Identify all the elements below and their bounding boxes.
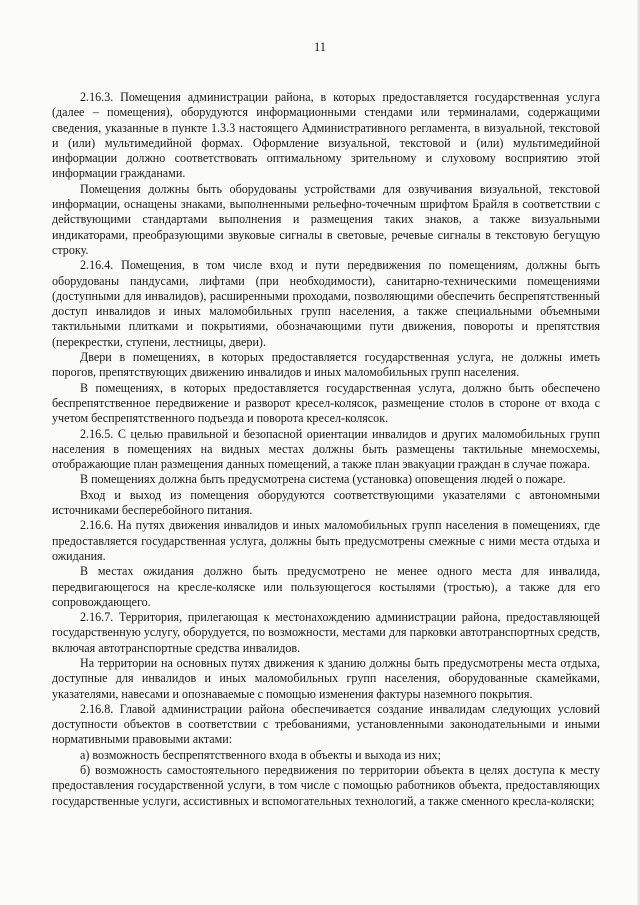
paragraph-2-16-7: 2.16.7. Территория, прилегающая к местонахождению администрации района, предоставляющей государственную услугу, оборудуется, по возможности, местами для парковки автотранспортных средств, включая автотранспортные средства инвалидов. [52, 610, 600, 655]
paragraph-wheelchair-movement: В помещениях, в которых предоставляется государственная услуга, должно быть обеспечено беспрепятственное передвижение и разворот кресел-колясок, размещение столов в стороне от входа с учетом беспрепятственного подъезда и поворота кресел-колясок. [52, 380, 600, 426]
paragraph-braille-equipment: Помещения должны быть оборудованы устройствами для озвучивания визуальной, текстовой информации, оснащены знаками, выполненными рельефно-точечным шрифтом Брайля в соответствии с действующими стандартами выполнения и размещения таких знаков, а также визуальными индикаторами, преобразующими звуковые сигналы в световые, речевые сигналы в текстовую бегущую строку. [52, 181, 600, 257]
paragraph-2-16-3: 2.16.3. Помещения администрации района, в которых предоставляется государственная услуга (далее – помещения), оборудуются информационными стендами или терминалами, содержащими сведения, указанные в пункте 1.3.3 настоящего Административного регламента, в визуальной, текстовой и (или) мультимедийной формах. Оформление визуальной, текстовой и (или) мультимедийной информации должно соответствовать оптимальному зрительному и слуховому восприятию этой информации гражданами. [52, 90, 600, 181]
paragraph-2-16-6: 2.16.6. На путях движения инвалидов и иных маломобильных групп населения в помещениях, где предоставляется государственная услуга, должны быть предусмотрены смежные с ними места отдыха и ожидания. [52, 518, 600, 563]
paragraph-2-16-5: 2.16.5. С целью правильной и безопасной ориентации инвалидов и других маломобильных групп населения в помещениях на видных местах должны быть размещены тактильные мнемосхемы, отображающие план размещения данных помещений, а также план эвакуации граждан в случае пожара. [52, 426, 600, 472]
paragraph-fire-alarm: В помещениях должна быть предусмотрена система (установка) оповещения людей о пожаре. [80, 472, 566, 487]
page-number: 11 [313, 40, 327, 54]
paragraph-2-16-4: 2.16.4. Помещения, в том числе вход и пути передвижения по помещениям, должны быть оборудованы пандусами, лифтами (при необходимости), санитарно-техническими помещениями (доступными для инвалидов), расширенными проходами, позволяющими обеспечить беспрепятственный доступ инвалидов и иных маломобильных групп населения, а также специальными объемными тактильными плитками и покрытиями, обозначающими пути движения, повороты и препятствия (перекрестки, ступени, лестницы, двери). [52, 258, 600, 349]
paragraph-entrance-exit: Вход и выход из помещения оборудуются соответствующими указателями с автономными источниками бесперебойного питания. [52, 487, 600, 518]
document-body [52, 90, 600, 809]
paragraph-waiting-places: В местах ожидания должно быть предусмотрено не менее одного места для инвалида, передвигающегося на кресле-коляске или пользующегося костылями (тростью), а также для его сопровождающего. [52, 564, 600, 609]
paragraph-2-16-8: 2.16.8. Главой администрации района обеспечивается создание инвалидам следующих условий доступности объектов в соответствии с требованиями, установленными законодательными и иными нормативными правовыми актами: [52, 701, 600, 747]
paragraph-rest-places: На территории на основных путях движения к зданию должны быть предусмотрены места отдыха, доступные для инвалидов и иных маломобильных групп населения, оборудованные скамейками, указателями, навесами и опознаваемые с помощью изменения фактуры наземного покрытия. [52, 655, 600, 701]
list-item-a: а) возможность беспрепятственного входа в объекты и выхода из них; [80, 747, 441, 762]
paragraph-doors: Двери в помещениях, в которых предоставляется государственная услуга, не должны иметь порогов, препятствующих движению инвалидов и иных маломобильных групп населения. [52, 350, 600, 380]
list-item-b: б) возможность самостоятельного передвижения по территории объекта в целях доступа к месту предоставления государственной услуги, в том числе с помощью работников объекта, предоставляющих государственные услуги, ассистивных и вспомогательных технологий, а также сменного кресла-коляски; [52, 763, 600, 808]
